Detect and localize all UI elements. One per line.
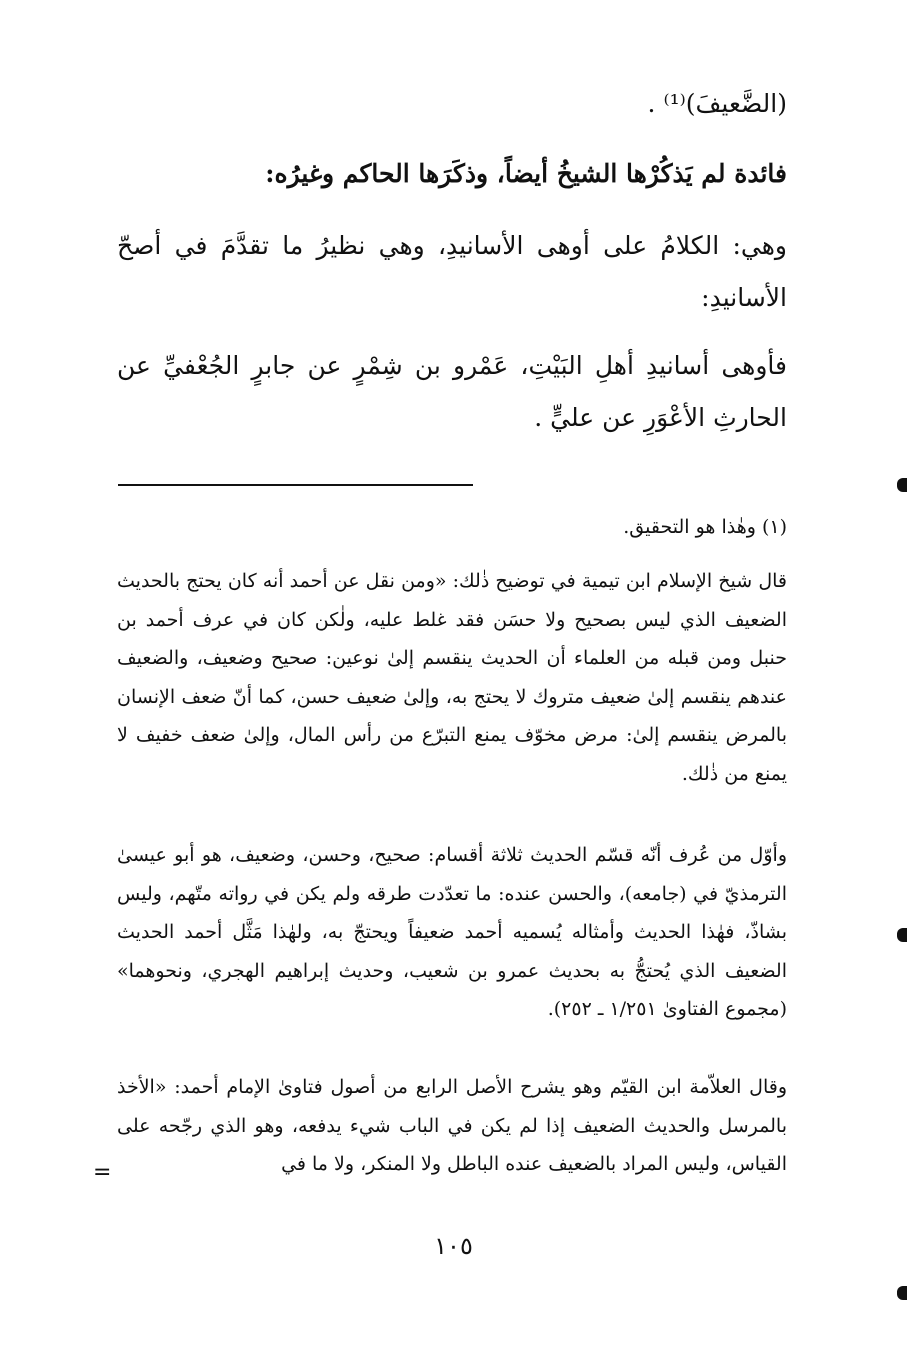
footnote-1-paragraph-2: وأوّل من عُرف أنّه قسّم الحديث ثلاثة أقسام: صحيح، وحسن، وضعيف، هو أبو عيسىٰ الترمذيّ في (جامعه)، والحسن عنده: ما تعدّدت طرقه ولم يكن في رواته متّهم، وليس بشاذّ، فهٰذا الحديث وأمثاله يُسميه أحمد ضعيفاً ويحتجّ به، ولهٰذا مَثَّل أحمد الحديث الضعيف الذي يُحتجُّ به بحديث عمرو بن شعيب، وحديث إبراهيم الهجري، ونحوهما» (مجموع الفتاوىٰ ١/٢٥١ ـ ٢٥٢). xyxy=(117,844,787,1020)
continuation-mark: = xyxy=(93,1160,112,1185)
footnote-separator xyxy=(118,484,473,486)
footnote-1-title: (١) وهٰذا هو التحقيق. xyxy=(623,516,787,538)
section-heading: فائدة لم يَذكُرْها الشيخُ أيضاً، وذكَرَها الحاكم وغيرُه: xyxy=(265,159,787,188)
scan-edge-mark xyxy=(897,1286,907,1300)
footnote-1-paragraph-3: وقال العلاّمة ابن القيّم وهو يشرح الأصل الرابع من أصول فتاوىٰ الإمام أحمد: «الأخذ بالمرسل والحديث الضعيف إذا لم يكن في الباب شيء يدفعه، وهو الذي رجّحه على القياس، وليس المراد بالضعيف عنده الباطل ولا المنكر، ولا ما في xyxy=(117,1076,787,1175)
main-paragraph-2: فأوهى أسانيدِ أهلِ البَيْتِ، عَمْرو بن شِمْرٍ عن جابرٍ الجُعْفيِّ عن الحارثِ الأعْوَرِ عن عليٍّ . xyxy=(117,351,787,432)
main-text-continuation: (الضَّعيفَ)⁽¹⁾ . xyxy=(647,89,787,118)
footnote-1-paragraph-1: قال شيخ الإسلام ابن تيمية في توضيح ذٰلك: «ومن نقل عن أحمد أنه كان يحتج بالحديث الضعيف الذي ليس بصحيح ولا حسَن فقد غلط عليه، ولٰكن كان في عرف أحمد بن حنبل ومن قبله من العلماء أن الحديث ينقسم إلىٰ نوعين: صحيح وضعيف، والضعيف عندهم ينقسم إلىٰ ضعيف متروك لا يحتج به، وإلىٰ ضعيف حسن، كما أنّ ضعف الإنسان بالمرض ينقسم إلىٰ: مرض مخوّف يمنع التبرّع من رأس المال، وإلىٰ ضعف خفيف لا يمنع من ذٰلك. xyxy=(117,570,787,785)
scan-edge-mark xyxy=(897,928,907,942)
page-number: ١٠٥ xyxy=(434,1232,473,1260)
scan-edge-mark xyxy=(897,478,907,492)
main-paragraph-1: وهي: الكلامُ على أوهى الأسانيدِ، وهي نظيرُ ما تقدَّمَ في أصحّ الأسانيدِ: xyxy=(117,231,787,312)
